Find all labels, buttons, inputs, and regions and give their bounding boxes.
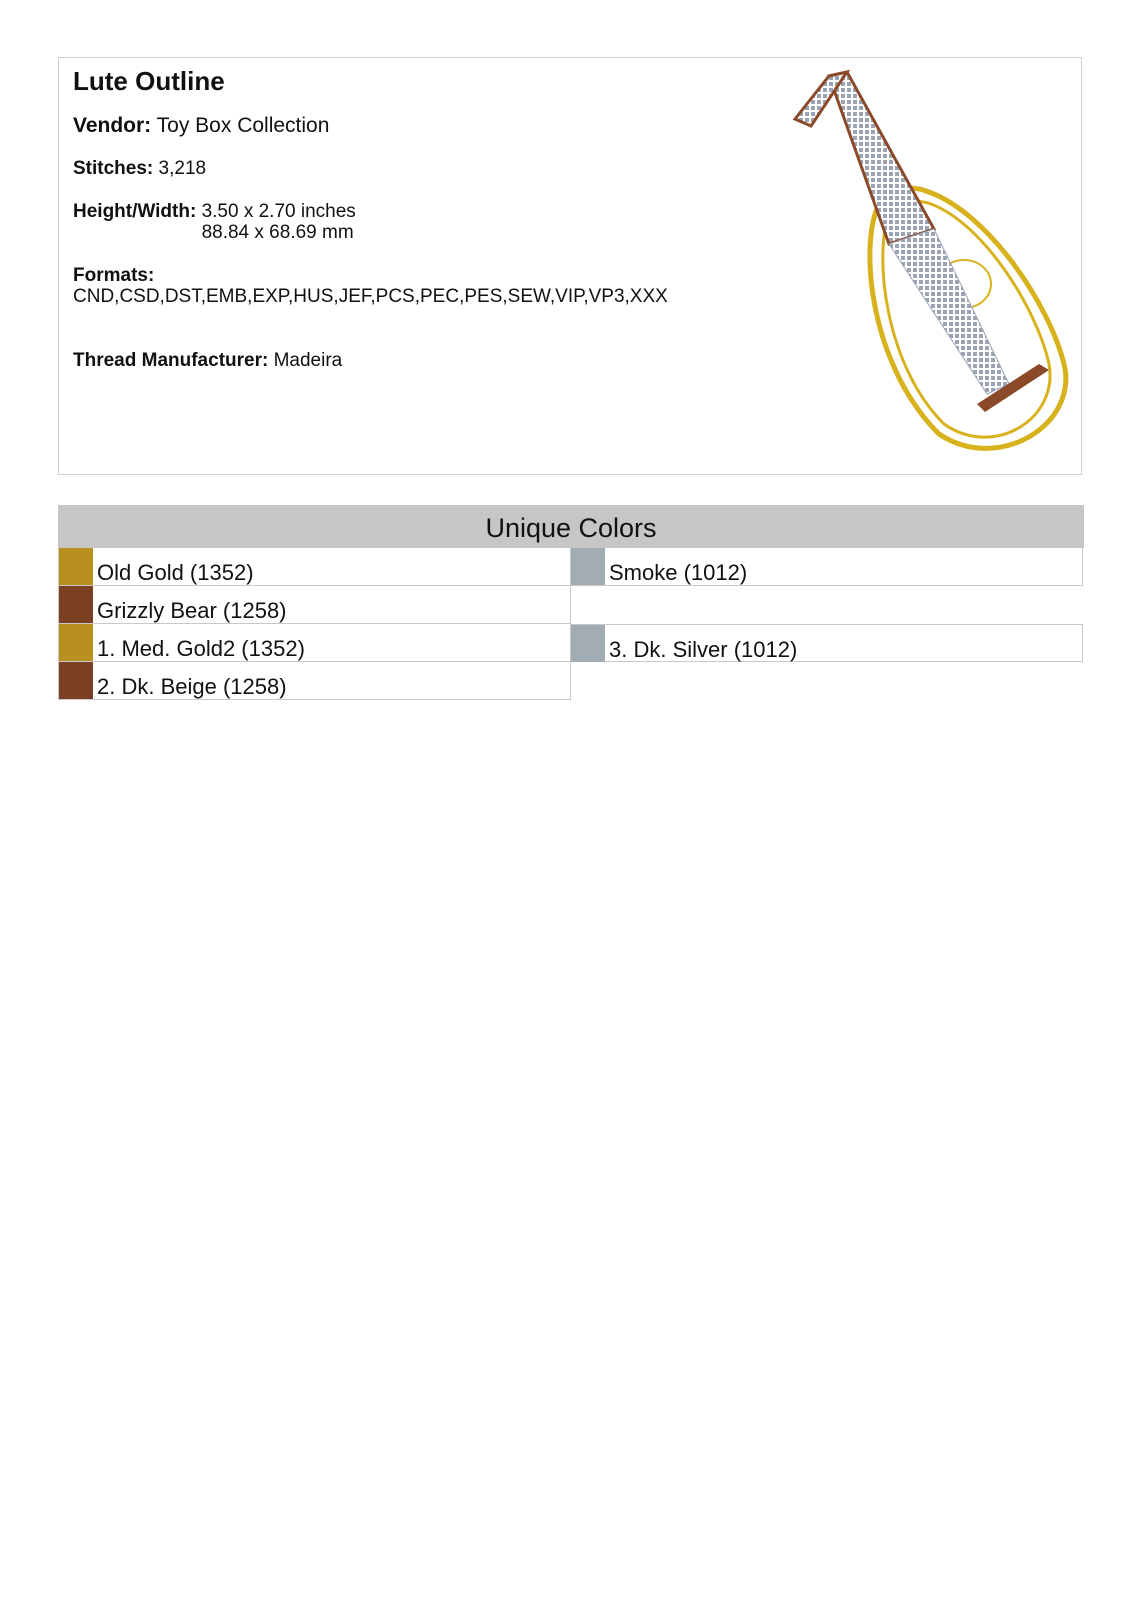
color-name: 3. Dk. Silver (1012) (609, 637, 798, 662)
color-entry (58, 586, 571, 624)
thread-value: Madeira (273, 350, 343, 371)
formats-label: Formats: (73, 265, 155, 286)
height-width-field (73, 201, 356, 243)
formats-value: CND,CSD,DST,EMB,EXP,HUS,JEF,PCS,PEC,PES,SEW,VIP,VP3,XXX (73, 286, 668, 307)
stitches-value: 3,218 (158, 158, 207, 179)
color-entry (58, 624, 571, 662)
color-name: 1. Med. Gold2 (1352) (97, 636, 305, 661)
color-name: 2. Dk. Beige (1258) (97, 674, 287, 699)
stitches-field (73, 158, 206, 179)
color-row (58, 586, 1084, 624)
design-title: Lute Outline (73, 66, 225, 96)
color-swatch (571, 548, 605, 585)
design-info-card (58, 57, 1082, 475)
empty-cell (570, 586, 1083, 624)
formats-field (73, 265, 723, 307)
color-entry (58, 548, 571, 586)
color-name: Old Gold (1352) (97, 560, 254, 585)
size-mm: 88.84 x 68.69 mm (201, 222, 354, 243)
size-inches: 3.50 x 2.70 inches (201, 201, 356, 222)
vendor-value: Toy Box Collection (156, 114, 330, 137)
vendor-field (73, 115, 329, 136)
thread-field (73, 350, 342, 371)
color-entry (570, 624, 1083, 662)
unique-colors-table (58, 505, 1084, 700)
stitches-label: Stitches: (73, 158, 154, 179)
color-swatch (59, 586, 93, 623)
thread-label: Thread Manufacturer: (73, 350, 269, 371)
color-row (58, 548, 1084, 586)
color-swatch (571, 625, 605, 662)
vendor-label: Vendor: (73, 114, 152, 137)
color-row (58, 624, 1084, 662)
color-entry (58, 662, 571, 700)
color-swatch (59, 662, 93, 699)
color-swatch (59, 624, 93, 661)
unique-colors-header: Unique Colors (58, 505, 1084, 548)
color-entry (570, 548, 1083, 586)
color-name: Grizzly Bear (1258) (97, 598, 287, 623)
color-row (58, 662, 1084, 700)
color-swatch (59, 548, 93, 585)
height-width-label: Height/Width: (73, 201, 197, 222)
color-name: Smoke (1012) (609, 560, 748, 585)
lute-embroidery-icon (739, 64, 1079, 469)
